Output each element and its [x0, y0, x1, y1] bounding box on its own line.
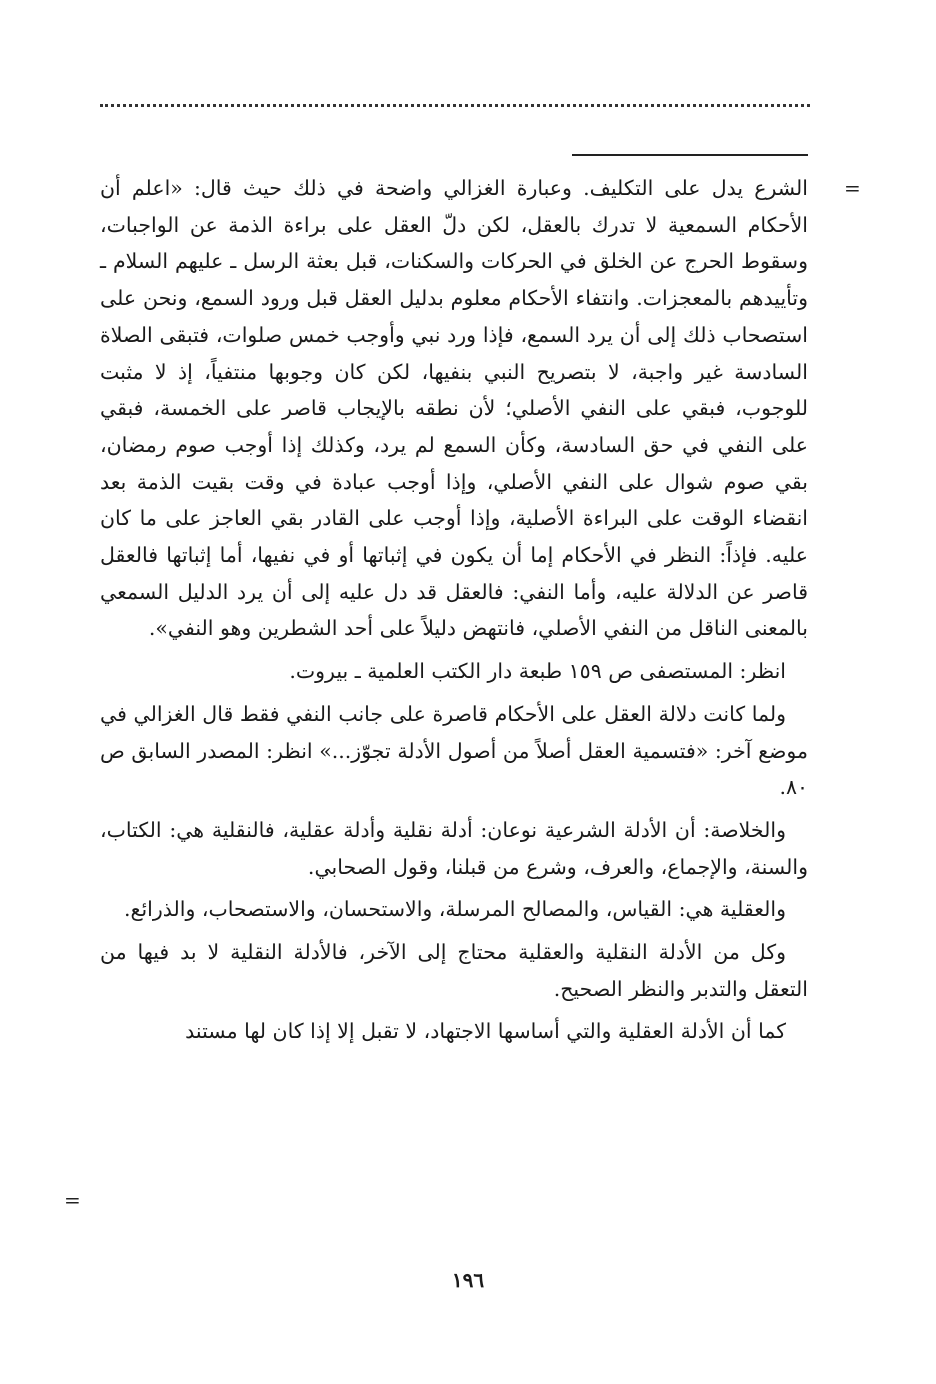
footnote-rule [572, 154, 808, 156]
footnote-text [100, 170, 808, 1056]
footnote-paragraph-continued: كما أن الأدلة العقلية والتي أساسها الاجتهاد، لا تقبل إلا إذا كان لها مستند [185, 1019, 786, 1044]
footnote-paragraph-reference: انظر: المستصفى ص ١٥٩ طبعة دار الكتب العلمية ـ بيروت. [289, 659, 786, 684]
footnote-paragraph-summary: والخلاصة: أن الأدلة الشرعية نوعان: أدلة نقلية وأدلة عقلية، فالنقلية هي: الكتاب، والسنة، والإجماع، والعرف، وشرع من قبلنا، وقول الصحابي. [100, 817, 808, 879]
page-number: ١٩٦ [451, 1268, 485, 1292]
footnote-paragraph-ghazali: ولما كانت دلالة العقل على الأحكام قاصرة على جانب النفي فقط قال الغزالي في موضع آخر: «فتسمية العقل أصلاً من أصول الأدلة تجوّز...» انظر: المصدر السابق ص ٨٠. [100, 701, 808, 800]
footnote-paragraph-quote: الشرع يدل على التكليف. وعبارة الغزالي واضحة في ذلك حيث قال: «اعلم أن الأحكام السمعية لا تدرك بالعقل، لكن دلّ العقل على براءة الذمة عن الواجبات، وسقوط الحرج عن الخلق في الحركات والسكنات، قبل بعثة الرسل ـ عليهم السلام ـ وتأييدهم بالمعجزات. وانتفاء الأحكام معلوم بدليل العقل قبل ورود السمع، ونحن على استصحاب ذلك إلى أن يرد السمع، فإذا ورد نبي وأوجب خمس صلوات، فتبقى الصلاة السادسة غير واجبة، لا بتصريح النبي بنفيها، لكن كان وجوبها منتفياً، إذ لا مثبت للوجوب، فبقي على النفي الأصلي؛ لأن نطقه بالإيجاب قاصر على الخمسة، فبقي على النفي في حق السادسة، وكأن السمع لم يرد، وكذلك إذا أوجب صوم رمضان، بقي صوم شوال على النفي الأصلي، وإذا أوجب عبادة في وقت بقيت الذمة بعد انقضاء الوقت على البراءة الأصلية، وإذا أوجب على القادر بقي العاجز على ما كان عليه. فإذاً: النظر في الأحكام إما أن يكون في إثباتها أو في نفيها، أما إثباتها فالعقل قاصر عن الدلالة عليه، وأما النفي: فالعقل قد دل عليه إلى أن يرد الدليل السمعي بالمعنى الناقل من النفي الأصلي، فانتهض دليلاً على أحد الشطرين وهو النفي». [100, 176, 808, 641]
footnote-paragraph-mutual-need: وكل من الأدلة النقلية والعقلية محتاج إلى الآخر، فالأدلة النقلية لا بد فيها من التعقل والتدبر والنظر الصحيح. [100, 940, 808, 1001]
footnote-paragraph-rational: والعقلية هي: القياس، والمصالح المرسلة، والاستحسان، والاستصحاب، والذرائع. [124, 897, 786, 922]
continuation-mark-bottom: = [64, 1188, 81, 1212]
continuation-mark-top: = [844, 176, 861, 200]
dotted-separator [100, 104, 810, 107]
